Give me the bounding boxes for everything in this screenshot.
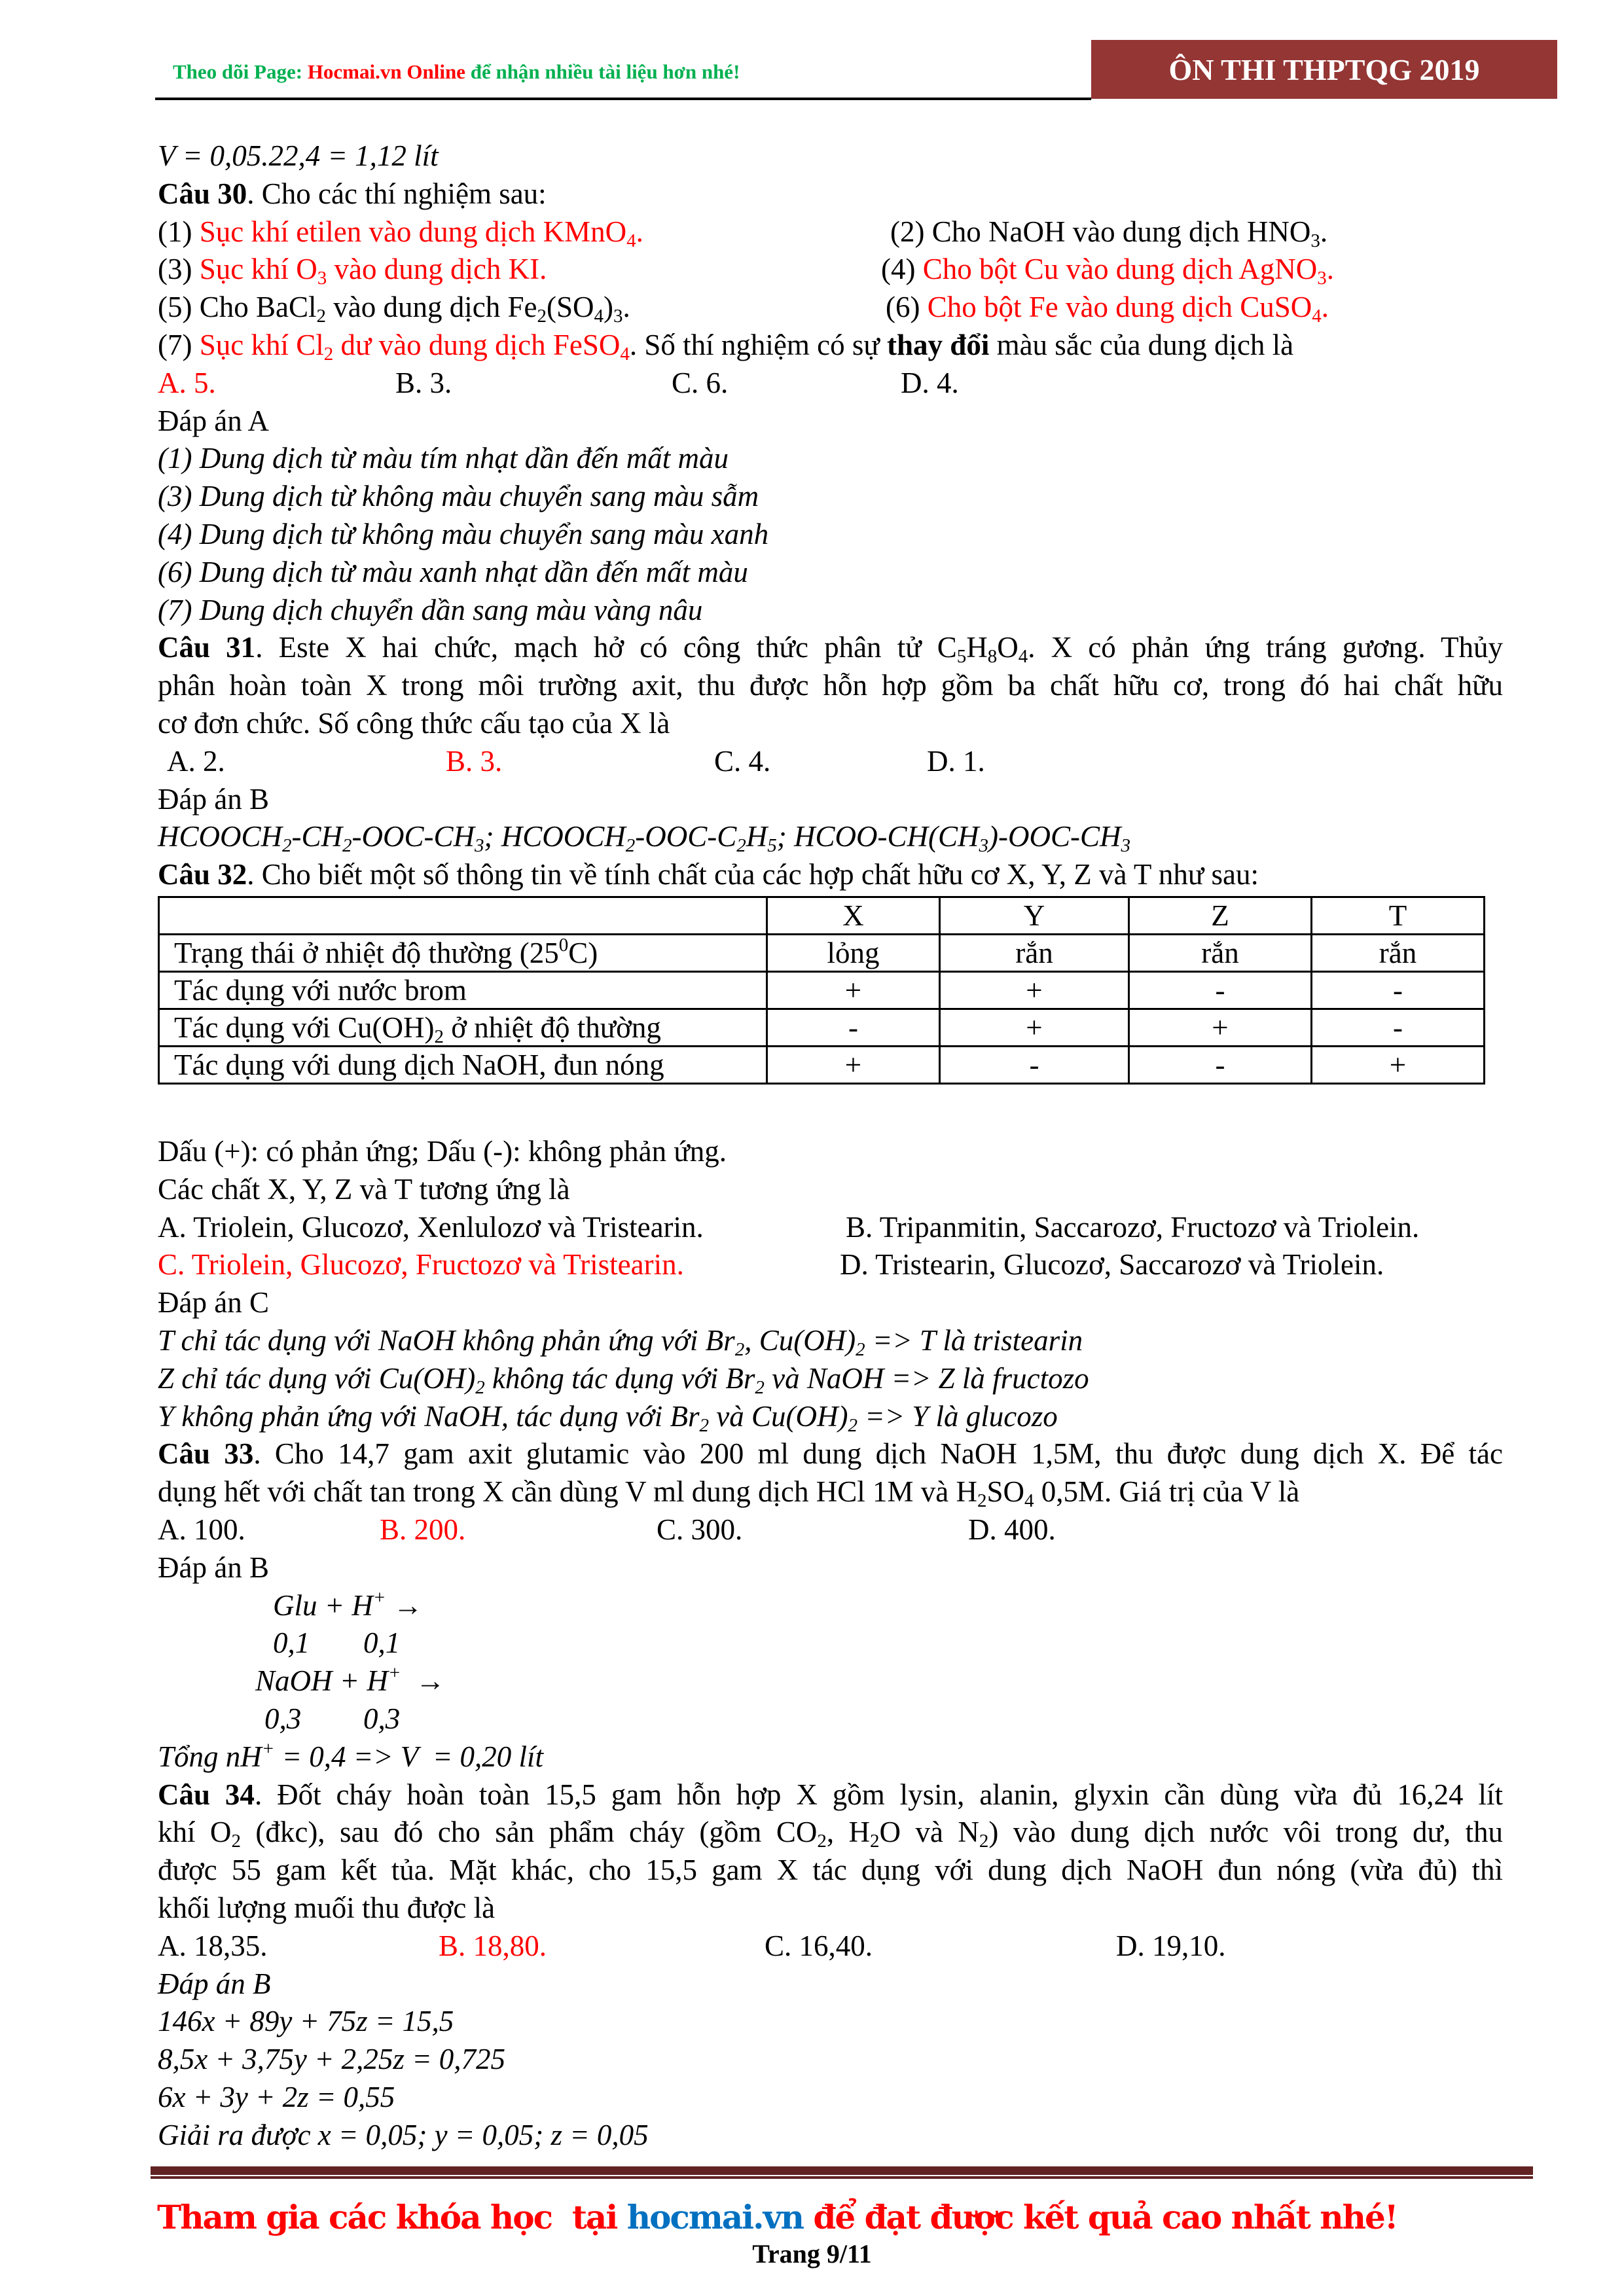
- table-cell: +: [940, 972, 1129, 1009]
- text-run: màu sắc của dung dịch là: [989, 329, 1294, 361]
- text-run: và NaOH => Z là fructozo: [764, 1361, 1089, 1395]
- properties-table: [158, 896, 1485, 1085]
- text-run: Giải ra được x = 0,05; y = 0,05; z = 0,05: [158, 2118, 649, 2151]
- row-label: [159, 935, 767, 972]
- text-run: D. 4.: [901, 366, 959, 399]
- text-run: Cho bột Fe vào dung dịch CuSO: [927, 291, 1312, 324]
- text-run: .: [636, 215, 643, 248]
- text-run: Đáp án A: [158, 404, 269, 437]
- text-run: O và N: [879, 1816, 979, 1849]
- text-run: ): [603, 291, 613, 324]
- text-column: [395, 364, 452, 402]
- subscript: 2: [734, 1339, 745, 1360]
- text-run: . X có phản ứng tráng gương. Thủy: [1028, 631, 1503, 664]
- line-content: [158, 326, 1293, 364]
- text-run: A. 100.: [158, 1513, 245, 1546]
- text-run: Câu 34: [158, 1778, 255, 1811]
- text-run: O: [997, 631, 1019, 664]
- text-run: (7) Dung dịch chuyển dần sang màu vàng nâu: [158, 593, 703, 626]
- table-header-row: [159, 897, 1485, 935]
- line-content: [158, 704, 670, 742]
- subscript: 2: [848, 1414, 857, 1436]
- text-column: [158, 250, 547, 288]
- text-column: [363, 1700, 400, 1738]
- line-content: [158, 1321, 1083, 1359]
- column-header: T: [1312, 897, 1485, 935]
- text-run: Y không phản ứng với NaOH, tác dụng với Br: [158, 1399, 700, 1433]
- promo-prefix: Tham gia các khóa học tại: [157, 2198, 627, 2236]
- text-run: D. 1.: [927, 744, 985, 778]
- text-column: [158, 288, 630, 326]
- line-content: [158, 855, 1259, 893]
- text-run: 0,3: [264, 1702, 302, 1735]
- text-run: vào dung dịch KI.: [327, 253, 547, 286]
- text-run: SO: [986, 1475, 1025, 1509]
- text-run: B. Tripanmitin, Saccarozơ, Fructozơ và Triolein.: [846, 1210, 1420, 1244]
- text-run: Dấu (+): có phản ứng; Dấu (-): không phản ứng.: [158, 1135, 727, 1168]
- text-run: (2) Cho NaOH vào dung dịch HNO: [890, 215, 1311, 248]
- text-run: Đáp án B: [158, 1967, 271, 2000]
- text-run: , H: [826, 1816, 871, 1849]
- table-row: [159, 935, 1485, 972]
- subscript: 2: [699, 1414, 710, 1436]
- text-run: (3): [158, 253, 200, 286]
- text-run: . Cho biết một số thông tin về tính chất của các hợp chất hữu cơ X, Y, Z và T như sau:: [247, 858, 1259, 891]
- text-run: , Cu(OH): [744, 1324, 856, 1357]
- table-cell: -: [1129, 1047, 1312, 1084]
- text-run: Tác dụng với Cu(OH): [174, 1011, 435, 1044]
- subscript: 4: [620, 344, 630, 365]
- text-run: 8,5x + 3,75y + 2,25z = 0,725: [158, 2043, 506, 2076]
- text-run: -OOC-CH: [352, 820, 475, 853]
- text-run: (7): [158, 329, 200, 361]
- table-row: [159, 972, 1485, 1009]
- line-content: [158, 553, 748, 591]
- subscript: 4: [626, 230, 636, 251]
- table-row: [159, 1009, 1485, 1047]
- superscript: 0: [558, 935, 569, 956]
- text-run: T chỉ tác dụng với NaOH không phản ứng với Br: [158, 1324, 735, 1357]
- line-content: [158, 1170, 570, 1208]
- line-content: [158, 477, 759, 515]
- subscript: 2: [231, 1831, 241, 1852]
- text-run: .: [1326, 253, 1334, 286]
- subscript: 5: [767, 835, 777, 857]
- text-run: D. 400.: [968, 1513, 1056, 1546]
- text-run: dư vào dung dịch FeSO: [333, 329, 621, 361]
- line-content: [158, 666, 1503, 704]
- superscript: +: [372, 1587, 386, 1608]
- subscript: 4: [1024, 1490, 1034, 1512]
- footer-promo: [157, 2198, 1398, 2236]
- line-content: [158, 1397, 1058, 1435]
- subscript: 2: [282, 835, 292, 857]
- table-row: [159, 1047, 1485, 1084]
- text-column: [158, 213, 643, 251]
- table-cell: rắn: [1312, 935, 1485, 972]
- subscript: 4: [594, 306, 604, 327]
- text-run: dụng hết với chất tan trong X cần dùng V ml dung dịch HCl 1M và H: [158, 1475, 977, 1509]
- text-run: 0,1: [273, 1626, 310, 1660]
- line-content: [158, 1549, 269, 1587]
- text-run: (4): [881, 253, 923, 286]
- line-content: [158, 1965, 271, 2003]
- text-run: A. 18,35.: [158, 1929, 268, 1962]
- subscript: 2: [323, 344, 334, 365]
- text-run: C. 6.: [672, 366, 729, 399]
- text-run: HCOOCH: [158, 820, 283, 853]
- text-column: [927, 742, 985, 780]
- text-run: Sục khí etilen vào dung dịch KMnO: [199, 215, 627, 248]
- column-header: Z: [1129, 897, 1312, 935]
- text-run: Tác dụng với nước brom: [174, 974, 467, 1007]
- line-content: [158, 2002, 454, 2040]
- header-rule: [155, 98, 1091, 100]
- text-run: Câu 32: [158, 858, 247, 891]
- subscript: 2: [434, 1026, 444, 1047]
- text-run: 0,3: [363, 1702, 401, 1735]
- line-content: [158, 2078, 395, 2116]
- subscript: 2: [625, 835, 636, 857]
- line-content: [158, 1813, 1503, 1851]
- text-run: => Y là glucozo: [857, 1399, 1058, 1433]
- text-run: Đáp án B: [158, 782, 269, 816]
- subscript: 2: [475, 1376, 485, 1398]
- text-run: H: [746, 820, 768, 853]
- line-content: [158, 1435, 1503, 1473]
- line-content: [158, 515, 768, 553]
- text-column: [446, 742, 502, 780]
- text-run: khí O: [158, 1816, 232, 1849]
- line-content: [158, 1132, 727, 1170]
- text-run: .: [1320, 215, 1328, 248]
- subscript: 3: [317, 268, 327, 289]
- text-run: khối lượng muối thu được là: [158, 1892, 496, 1924]
- text-column: [167, 742, 225, 780]
- text-run: 0,1: [363, 1626, 401, 1660]
- superscript: +: [388, 1662, 401, 1684]
- text-run: 0,5M. Giá trị của V là: [1034, 1475, 1300, 1509]
- text-column: [158, 1511, 245, 1549]
- row-label: [159, 1009, 767, 1047]
- subscript: 3: [979, 835, 989, 857]
- text-column: [264, 1700, 301, 1738]
- subscript: 4: [1312, 306, 1322, 327]
- subscript: 8: [987, 646, 998, 668]
- line-content: [158, 591, 702, 629]
- text-run: A. 2.: [167, 744, 225, 778]
- line-content: [158, 1283, 269, 1321]
- footer-rule-thick: [151, 2166, 1533, 2175]
- subscript: 2: [316, 306, 326, 327]
- table-cell: -: [1129, 972, 1312, 1009]
- text-run: )-OOC-CH: [988, 820, 1121, 853]
- line-content: [158, 1473, 1299, 1511]
- subscript: 2: [870, 1831, 880, 1852]
- text-run: ; HCOO-CH(CH: [776, 820, 979, 853]
- text-run: V = 0,05.22,4 = 1,12 lít: [158, 139, 439, 172]
- text-column: [1116, 1927, 1226, 1965]
- line-content: [158, 1738, 543, 1776]
- text-column: [657, 1511, 742, 1549]
- text-run: -OOC-C: [635, 820, 737, 853]
- text-column: [380, 1511, 465, 1549]
- subscript: 3: [613, 306, 623, 327]
- text-column: [765, 1927, 873, 1965]
- subscript: 2: [537, 306, 547, 327]
- follow-suffix: để nhận nhiều tài liệu hơn nhé!: [465, 60, 740, 83]
- subscript: 3: [1310, 230, 1320, 251]
- promo-suffix: để đạt được kết quả cao nhất nhé!: [803, 2198, 1398, 2236]
- table-cell: +: [1312, 1047, 1485, 1084]
- subscript: 2: [736, 835, 746, 857]
- line-content: [273, 1587, 423, 1624]
- text-run: (SO: [546, 291, 594, 324]
- table-cell: +: [767, 1047, 940, 1084]
- line-content: [255, 1662, 445, 1700]
- text-run: -CH: [291, 820, 343, 853]
- text-run: (5) Cho BaCl: [158, 291, 317, 324]
- subscript: 2: [977, 1490, 987, 1512]
- text-column: [968, 1511, 1056, 1549]
- subscript: 3: [1317, 268, 1327, 289]
- text-run: . Cho 14,7 gam axit glutamic vào 200 ml dung dịch NaOH 1,5M, thu được dung dịch X. Để tác: [253, 1437, 1503, 1471]
- line-content: [158, 439, 729, 477]
- text-run: thay đổi: [887, 329, 990, 361]
- text-run: 6x + 3y + 2z = 0,55: [158, 2081, 395, 2113]
- line-content: [158, 817, 1130, 855]
- text-run: Đáp án B: [158, 1551, 269, 1584]
- line-content: [158, 628, 1503, 666]
- text-column: [846, 1208, 1419, 1246]
- table-cell: +: [1129, 1009, 1312, 1047]
- text-column: [439, 1927, 547, 1965]
- text-run: (3) Dung dịch từ không màu chuyển sang màu sẫm: [158, 480, 759, 513]
- follow-page-link[interactable]: Hocmai.vn Online: [307, 60, 465, 83]
- line-content: [158, 2040, 505, 2078]
- text-run: . Đốt cháy hoàn toàn 15,5 gam hỗn hợp X gồm lysin, alanin, glyxin cần dùng vừa đủ 16,24 lít: [254, 1778, 1503, 1811]
- footer-rule-thin: [151, 2176, 1533, 2179]
- text-run: Câu 33: [158, 1437, 254, 1471]
- text-column: [158, 1927, 268, 1965]
- page-number: Trang 9/11: [752, 2239, 872, 2269]
- text-run: Đáp án C: [158, 1286, 269, 1319]
- line-content: [158, 175, 547, 213]
- text-column: [363, 1624, 400, 1662]
- column-header: Y: [940, 897, 1129, 935]
- column-header: X: [767, 897, 940, 935]
- text-run: Câu 31: [158, 631, 256, 664]
- text-run: Tác dụng với dung dịch NaOH, đun nóng: [174, 1049, 664, 1081]
- text-column: [881, 250, 1334, 288]
- line-content: [158, 1889, 495, 1927]
- text-run: Sục khí Cl: [199, 329, 324, 361]
- table-cell: -: [1312, 972, 1485, 1009]
- subscript: 2: [755, 1376, 765, 1398]
- text-run: Trạng thái ở nhiệt độ thường (25: [174, 937, 559, 969]
- text-run: 146x + 89y + 75z = 15,5: [158, 2005, 454, 2038]
- row-label: [159, 1047, 767, 1084]
- table-cell: +: [767, 972, 940, 1009]
- table-cell: rắn: [1129, 935, 1312, 972]
- subscript: 2: [817, 1831, 827, 1852]
- line-content: [158, 1776, 1503, 1814]
- subscript: 3: [475, 835, 484, 857]
- text-run: C. Triolein, Glucozơ, Fructozơ và Tristearin.: [158, 1248, 684, 1282]
- header-follow-text: [173, 60, 740, 84]
- text-column: [158, 1246, 684, 1283]
- text-run: Cho bột Cu vào dung dịch AgNO: [922, 253, 1318, 286]
- text-column: [890, 213, 1327, 251]
- text-run: và Cu(OH): [709, 1399, 848, 1433]
- text-column: [158, 364, 216, 402]
- text-run: (1): [158, 215, 200, 248]
- superscript: +: [261, 1738, 275, 1759]
- table-cell: +: [940, 1009, 1129, 1047]
- text-run: Z chỉ tác dụng với Cu(OH): [158, 1361, 476, 1395]
- subscript: 5: [956, 646, 967, 668]
- text-run: →: [401, 1664, 445, 1698]
- text-run: B. 18,80.: [439, 1929, 547, 1962]
- text-run: ) vào dung dịch nước vôi trong dư, thu: [988, 1816, 1504, 1849]
- subscript: 2: [342, 835, 352, 857]
- line-content: [158, 137, 439, 175]
- text-run: => T là tristearin: [865, 1324, 1083, 1357]
- text-run: H: [966, 631, 988, 664]
- text-run: NaOH + H: [255, 1664, 388, 1698]
- text-run: →: [386, 1588, 423, 1622]
- line-content: [158, 2116, 649, 2154]
- text-run: C. 300.: [657, 1513, 743, 1546]
- text-column: [901, 364, 959, 402]
- table-cell: -: [1312, 1009, 1485, 1047]
- subscript: 4: [1018, 646, 1028, 668]
- text-run: (1) Dung dịch từ màu tím nhạt dần đến mất màu: [158, 442, 729, 475]
- line-content: [158, 1851, 1503, 1889]
- text-column: [158, 1208, 704, 1246]
- text-run: . Cho các thí nghiệm sau:: [247, 177, 547, 210]
- text-run: D. Tristearin, Glucozơ, Saccarozơ và Triolein.: [840, 1248, 1384, 1282]
- text-run: . Este X hai chức, mạch hở có công thức phân tử C: [255, 631, 957, 664]
- subscript: 3: [1121, 835, 1131, 857]
- table-cell: -: [940, 1047, 1129, 1084]
- table-cell: rắn: [940, 935, 1129, 972]
- text-run: (đkc), sau đó cho sản phẩm cháy (gồm CO: [240, 1816, 818, 1849]
- text-run: C. 16,40.: [765, 1929, 873, 1962]
- text-run: cơ đơn chức. Số công thức cấu tạo của X là: [158, 707, 670, 740]
- text-run: Sục khí O: [199, 253, 317, 286]
- text-run: B. 200.: [380, 1513, 466, 1546]
- line-content: [158, 780, 269, 818]
- text-run: phân hoàn toàn X trong môi trường axit, thu được hỗn hợp gồm ba chất hữu cơ, trong đó hai chất hữu: [158, 669, 1503, 702]
- text-run: Glu + H: [273, 1588, 373, 1622]
- text-run: Câu 30: [158, 177, 247, 210]
- column-header: [159, 897, 767, 935]
- text-run: . Số thí nghiệm có sự: [629, 329, 888, 361]
- text-column: [840, 1246, 1384, 1283]
- text-run: (4) Dung dịch từ không màu chuyển sang màu xanh: [158, 518, 769, 550]
- subscript: 2: [979, 1831, 989, 1852]
- text-column: [886, 288, 1329, 326]
- text-run: (6): [886, 291, 928, 324]
- text-run: C): [568, 937, 598, 969]
- text-run: D. 19,10.: [1116, 1929, 1226, 1962]
- exam-badge: [1091, 40, 1557, 99]
- text-run: .: [1321, 291, 1329, 324]
- subscript: 2: [856, 1339, 865, 1360]
- text-column: [672, 364, 728, 402]
- text-run: A. 5.: [158, 366, 216, 399]
- text-run: Các chất X, Y, Z và T tương ứng là: [158, 1172, 570, 1206]
- text-run: ở nhiệt độ thường: [443, 1011, 661, 1044]
- text-run: vào dung dịch Fe: [326, 291, 537, 324]
- text-run: Tổng nH: [158, 1740, 262, 1773]
- text-column: [714, 742, 770, 780]
- text-run: = 0,4 => V = 0,20 lít: [274, 1740, 544, 1773]
- follow-prefix: Theo dõi Page:: [173, 60, 308, 83]
- row-label: [159, 972, 767, 1009]
- table-cell: -: [767, 1009, 940, 1047]
- promo-link[interactable]: hocmai.vn: [626, 2198, 803, 2236]
- text-run: .: [623, 291, 630, 324]
- text-run: A. Triolein, Glucozơ, Xenlulozơ và Tristearin.: [158, 1210, 704, 1244]
- text-run: được 55 gam kết tủa. Mặt khác, cho 15,5 gam X tác dụng với dung dịch NaOH đun nóng (vừa đủ) thì: [158, 1854, 1503, 1887]
- line-content: [158, 402, 269, 440]
- text-run: (6) Dung dịch từ màu xanh nhạt dần đến mất màu: [158, 555, 748, 588]
- text-run: không tác dụng với Br: [484, 1361, 755, 1395]
- table-cell: lỏng: [767, 935, 940, 972]
- exam-badge-label: ÔN THI THPTQG 2019: [1168, 52, 1480, 86]
- text-run: B. 3.: [395, 366, 452, 399]
- text-column: [273, 1624, 310, 1662]
- line-content: [158, 1359, 1089, 1397]
- text-run: C. 4.: [714, 744, 771, 778]
- text-run: ; HCOOCH: [484, 820, 626, 853]
- text-run: B. 3.: [446, 744, 503, 778]
